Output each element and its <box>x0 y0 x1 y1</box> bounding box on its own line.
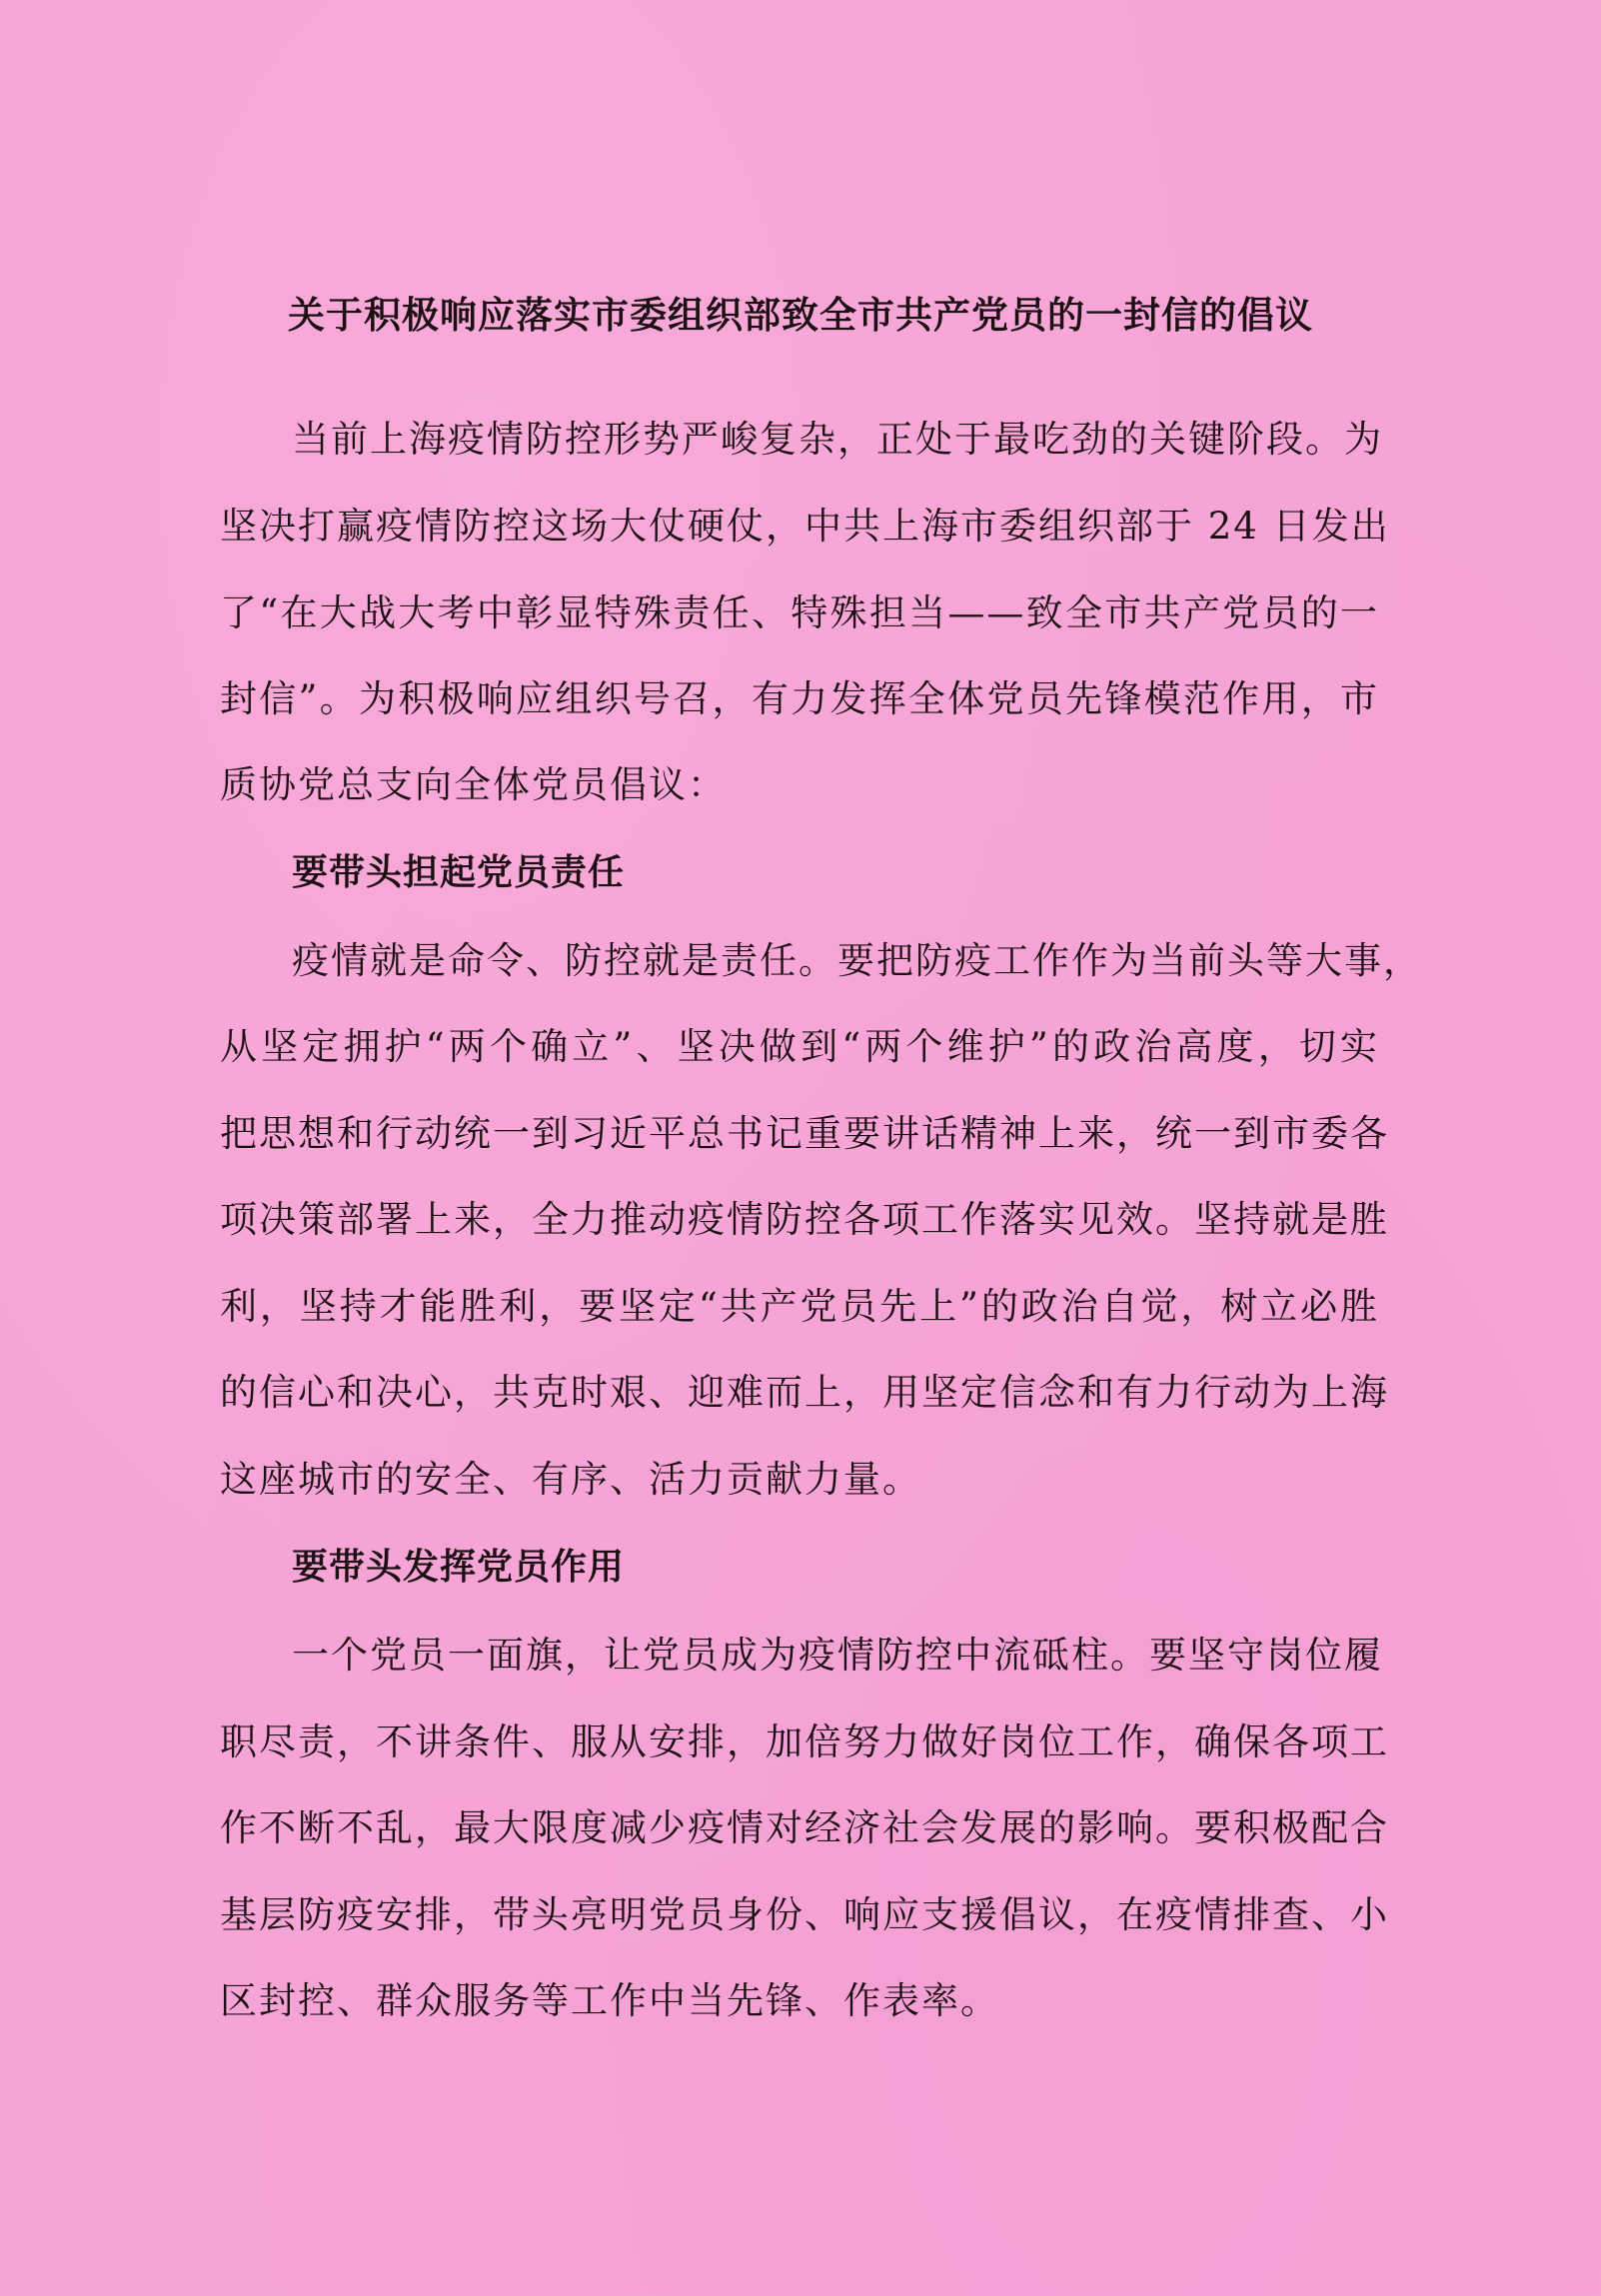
section-heading: 要带头发挥党员作用 <box>292 1547 626 1588</box>
paragraph-line: 基层防疫安排，带头亮明党员身份、响应支援倡议，在疫情排查、小 <box>220 1893 1389 1936</box>
paragraph-line: 的信心和决心，共克时艰、迎难而上，用坚定信念和有力行动为上海 <box>220 1371 1389 1414</box>
paragraph-line: 这座城市的安全、有序、活力贡献力量。 <box>220 1458 921 1501</box>
paragraph-line: 封信”。为积极响应组织号召，有力发挥全体党员先锋模范作用，市 <box>220 677 1379 720</box>
paragraph-line: 区封控、群众服务等工作中当先锋、作表率。 <box>220 1979 999 2022</box>
paragraph-line: 项决策部署上来，全力推动疫情防控各项工作落实见效。坚持就是胜 <box>220 1198 1389 1241</box>
paragraph-line: 质协党总支向全体党员倡议： <box>220 763 727 806</box>
paragraph-line: 把思想和行动统一到习近平总书记重要讲话精神上来，统一到市委各 <box>220 1112 1389 1155</box>
paragraph-line: 了“在大战大考中彰显特殊责任、特殊担当——致全市共产党员的一 <box>220 591 1379 634</box>
document-title: 关于积极响应落实市委组织部致全市共产党员的一封信的倡议 <box>288 294 1313 337</box>
paragraph-line: 一个党员一面旗，让党员成为疫情防控中流砥柱。要坚守岗位履 <box>292 1634 1383 1677</box>
paragraph-line: 坚决打赢疫情防控这场大仗硬仗，中共上海市委组织部于 24 日发出 <box>220 505 1390 548</box>
paragraph-line: 作不断不乱，最大限度减少疫情对经济社会发展的影响。要积极配合 <box>220 1806 1389 1849</box>
paragraph-line: 疫情就是命令、防控就是责任。要把防疫工作作为当前头等大事， <box>292 939 1422 982</box>
paragraph-line: 当前上海疫情防控形势严峻复杂，正处于最吃劲的关键阶段。为 <box>292 418 1383 461</box>
paragraph-line: 职尽责，不讲条件、服从安排，加倍努力做好岗位工作，确保各项工 <box>220 1721 1389 1763</box>
paragraph-line: 从坚定拥护“两个确立”、坚决做到“两个维护”的政治高度，切实 <box>220 1025 1379 1068</box>
paragraph-line: 利，坚持才能胜利，要坚定“共产党员先上”的政治自觉，树立必胜 <box>220 1285 1379 1328</box>
section-heading: 要带头担起党员责任 <box>292 852 626 893</box>
